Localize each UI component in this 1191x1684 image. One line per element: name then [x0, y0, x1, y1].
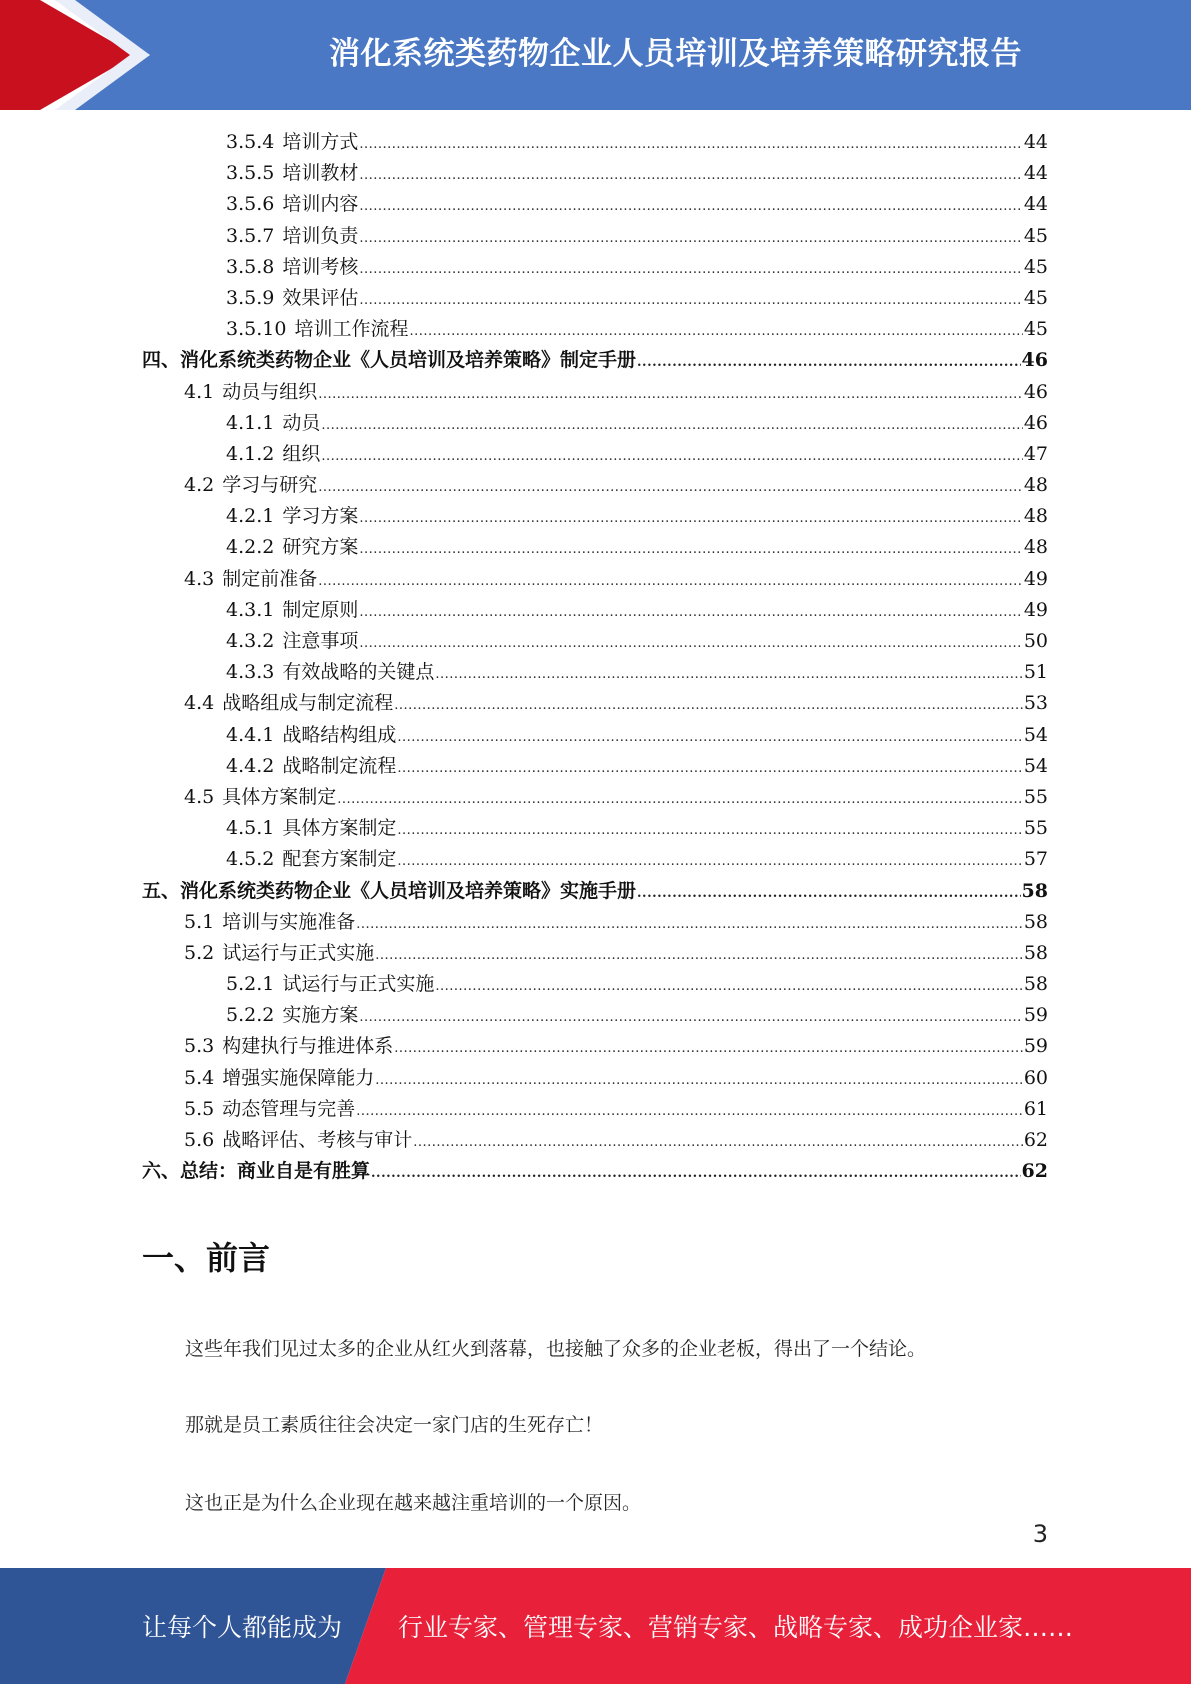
toc-entry-page: 45 — [1023, 318, 1048, 341]
toc-leader-dots — [359, 1002, 1022, 1033]
toc-leader-dots — [435, 971, 1022, 1002]
section-heading: 一、前言 — [142, 1239, 271, 1277]
toc-leader-dots — [359, 597, 1022, 628]
toc-entry-page: 62 — [1023, 1129, 1048, 1151]
toc-entry[interactable] — [142, 252, 1048, 283]
toc-entry-number: 4.4.2 — [226, 754, 275, 777]
toc-leader-dots — [318, 566, 1023, 597]
toc-entry-page: 55 — [1023, 817, 1048, 840]
toc-entry[interactable] — [142, 720, 1048, 751]
toc-entry-page: 44 — [1023, 131, 1048, 153]
toc-entry-title: 具体方案制定 — [282, 817, 397, 840]
toc-entry-title: 制定原则 — [282, 598, 359, 621]
toc-entry-page: 61 — [1023, 1097, 1048, 1120]
page-footer — [0, 1568, 1191, 1684]
toc-entry-number: 3.5.8 — [226, 255, 275, 278]
toc-entry-page: 55 — [1023, 785, 1048, 808]
toc-leader-dots — [375, 940, 1023, 971]
toc-entry-page: 58 — [1023, 973, 1048, 996]
toc-entry-page: 54 — [1023, 723, 1048, 746]
toc-entry-title: 试运行与正式实施 — [222, 941, 375, 964]
toc-leader-dots — [318, 379, 1023, 410]
toc-entry[interactable] — [142, 564, 1048, 595]
toc-entry[interactable] — [142, 470, 1048, 501]
toc-leader-dots — [397, 722, 1022, 753]
toc-entry[interactable] — [142, 439, 1048, 470]
toc-entry-page: 46 — [1023, 411, 1048, 434]
toc-leader-dots — [394, 690, 1023, 721]
toc-entry-title: 有效战略的关键点 — [282, 661, 435, 684]
toc-entry-number: 4.5 — [184, 785, 215, 808]
toc-entry-number: 3.5.4 — [226, 131, 275, 153]
toc-entry-title: 四、消化系统类药物企业《人员培训及培养策略》制定手册 — [142, 349, 637, 372]
toc-entry[interactable] — [142, 189, 1048, 220]
toc-entry-page: 58 — [1023, 910, 1048, 933]
toc-entry[interactable] — [142, 657, 1048, 688]
toc-entry[interactable] — [142, 1000, 1048, 1031]
toc-entry-number: 5.5 — [184, 1097, 215, 1120]
toc-entry-number: 4.2.1 — [226, 505, 275, 528]
toc-entry-title: 战略制定流程 — [282, 754, 397, 777]
toc-entry-number: 3.5.7 — [226, 224, 275, 247]
toc-leader-dots — [435, 659, 1022, 690]
toc-entry-title: 配套方案制定 — [282, 848, 397, 871]
toc-entry-number: 4.3.3 — [226, 661, 275, 684]
toc-entry-page: 57 — [1023, 848, 1048, 871]
toc-leader-dots — [397, 815, 1022, 846]
toc-entry-page: 49 — [1023, 567, 1048, 590]
toc-entry-number: 3.5.5 — [226, 162, 275, 185]
toc-entry[interactable] — [142, 501, 1048, 532]
toc-entry-page: 46 — [1023, 380, 1048, 403]
toc-entry-page: 59 — [1023, 1035, 1048, 1058]
toc-entry-title: 实施方案 — [282, 1004, 359, 1027]
toc-entry-number: 4.3.2 — [226, 630, 275, 652]
page-header — [0, 0, 1191, 110]
toc-entry-number: 4.1.2 — [226, 442, 275, 465]
toc-entry-number: 4.3.1 — [226, 598, 275, 621]
toc-entry-number: 4.2 — [184, 474, 215, 497]
toc-entry-number: 3.5.10 — [226, 318, 287, 341]
toc-entry-title: 战略评估、考核与审计 — [222, 1129, 413, 1151]
toc-entry[interactable] — [142, 969, 1048, 1000]
toc-entry-number: 4.4.1 — [226, 723, 275, 746]
toc-entry-title: 试运行与正式实施 — [282, 973, 435, 996]
toc-entry-page: 62 — [1021, 1160, 1048, 1183]
toc-entry-page: 58 — [1021, 879, 1048, 902]
toc-entry[interactable] — [142, 907, 1048, 938]
toc-entry-title: 增强实施保障能力 — [222, 1066, 375, 1089]
toc-entry-number: 5.6 — [184, 1129, 215, 1151]
toc-entry[interactable] — [142, 782, 1048, 813]
toc-entry[interactable] — [142, 345, 1048, 376]
toc-leader-dots — [359, 160, 1022, 191]
toc-entry-page: 45 — [1023, 286, 1048, 309]
toc-entry[interactable] — [142, 158, 1048, 189]
toc-entry-page: 48 — [1023, 474, 1048, 497]
toc-entry[interactable] — [142, 408, 1048, 439]
toc-entry[interactable] — [142, 688, 1048, 719]
toc-entry-title: 动员与组织 — [222, 380, 318, 403]
toc-entry-title: 效果评估 — [282, 286, 359, 309]
paragraph-3: 这也正是为什么企业现在越来越注重培训的一个原因。 — [185, 1492, 642, 1514]
toc-entry[interactable] — [142, 844, 1048, 875]
toc-leader-dots — [318, 472, 1023, 503]
toc-entry-title: 培训工作流程 — [294, 318, 409, 341]
toc-entry-title: 六、总结：商业自是有胜算 — [142, 1160, 371, 1183]
toc-entry-page: 54 — [1023, 754, 1048, 777]
toc-entry-number: 4.1 — [184, 380, 215, 403]
toc-entry[interactable] — [142, 1094, 1048, 1125]
toc-entry-page: 46 — [1021, 349, 1048, 372]
toc-leader-dots — [321, 410, 1022, 441]
toc-entry-page: 45 — [1023, 255, 1048, 278]
toc-entry-title: 学习方案 — [282, 505, 359, 528]
toc-entry-number: 4.5.1 — [226, 817, 275, 840]
footer-slogan-right: 行业专家、管理专家、营销专家、战略专家、成功企业家…… — [398, 1613, 1074, 1642]
toc-entry-title: 培训负责 — [282, 224, 359, 247]
toc-entry-title: 研究方案 — [282, 536, 359, 559]
toc-leader-dots — [359, 285, 1022, 316]
toc-leader-dots — [321, 441, 1022, 472]
toc-entry[interactable] — [142, 221, 1048, 252]
document-title: 消化系统类药物企业人员培训及培养策略研究报告 — [329, 35, 1022, 72]
toc-leader-dots — [409, 316, 1022, 347]
toc-entry-title: 学习与研究 — [222, 474, 318, 497]
toc-leader-dots — [637, 347, 1021, 378]
toc-entry-page: 45 — [1023, 224, 1048, 247]
toc-entry[interactable] — [142, 1156, 1048, 1187]
toc-entry-title: 构建执行与推进体系 — [222, 1035, 394, 1058]
toc-entry-number: 5.2 — [184, 941, 215, 964]
toc-entry-title: 动员 — [282, 411, 321, 434]
toc-entry-title: 战略结构组成 — [282, 723, 397, 746]
toc-entry-number: 4.5.2 — [226, 848, 275, 871]
footer-slogan-left: 让每个人都能成为 — [142, 1613, 343, 1642]
toc-entry-title: 动态管理与完善 — [222, 1097, 356, 1120]
toc-entry-title: 制定前准备 — [222, 567, 318, 590]
toc-leader-dots — [359, 534, 1022, 565]
toc-leader-dots — [413, 1127, 1023, 1158]
toc-leader-dots — [359, 628, 1022, 659]
table-of-contents — [142, 127, 1048, 1187]
page-number: 3 — [1032, 1520, 1048, 1548]
toc-leader-dots — [394, 1033, 1023, 1064]
toc-entry-number: 5.1 — [184, 910, 215, 933]
toc-entry-page: 44 — [1023, 162, 1048, 185]
toc-entry-number: 4.3 — [184, 567, 215, 590]
toc-entry-page: 58 — [1023, 941, 1048, 964]
toc-entry-page: 50 — [1023, 630, 1048, 652]
toc-leader-dots — [397, 846, 1022, 877]
toc-entry-page: 48 — [1023, 536, 1048, 559]
toc-entry-title: 培训方式 — [282, 131, 359, 153]
toc-entry-number: 5.3 — [184, 1035, 215, 1058]
toc-entry[interactable] — [142, 751, 1048, 782]
toc-entry[interactable] — [142, 377, 1048, 408]
toc-entry-title: 具体方案制定 — [222, 785, 337, 808]
toc-leader-dots — [359, 129, 1022, 160]
toc-entry-page: 47 — [1023, 442, 1048, 465]
toc-leader-dots — [359, 254, 1022, 285]
toc-leader-dots — [375, 1065, 1023, 1096]
toc-entry-number: 4.2.2 — [226, 536, 275, 559]
toc-entry[interactable] — [142, 938, 1048, 969]
toc-entry-title: 战略组成与制定流程 — [222, 692, 394, 715]
toc-entry[interactable] — [142, 876, 1048, 907]
toc-entry[interactable] — [142, 283, 1048, 314]
toc-entry-title: 组织 — [282, 442, 321, 465]
toc-leader-dots — [359, 191, 1022, 222]
toc-entry[interactable] — [142, 1031, 1048, 1062]
toc-entry-title: 注意事项 — [282, 630, 359, 652]
toc-entry-page: 49 — [1023, 598, 1048, 621]
toc-entry-page: 44 — [1023, 193, 1048, 216]
toc-entry-number: 3.5.6 — [226, 193, 275, 216]
toc-leader-dots — [359, 223, 1022, 254]
paragraph-2: 那就是员工素质往往会决定一家门店的生死存亡！ — [185, 1414, 604, 1436]
toc-entry-number: 5.2.1 — [226, 973, 275, 996]
toc-entry-title: 培训内容 — [282, 193, 359, 216]
toc-entry-number: 5.2.2 — [226, 1004, 275, 1027]
toc-entry-page: 53 — [1023, 692, 1048, 715]
toc-entry-page: 60 — [1023, 1066, 1048, 1089]
toc-leader-dots — [356, 909, 1023, 940]
toc-entry[interactable] — [142, 813, 1048, 844]
toc-entry[interactable] — [142, 1063, 1048, 1094]
toc-entry[interactable] — [142, 127, 1048, 158]
toc-entry-number: 4.4 — [184, 692, 215, 715]
toc-entry-title: 培训考核 — [282, 255, 359, 278]
toc-entry[interactable] — [142, 314, 1048, 345]
toc-entry-page: 51 — [1023, 661, 1048, 684]
paragraph-1: 这些年我们见过太多的企业从红火到落幕，也接触了众多的企业老板，得出了一个结论。 — [185, 1338, 927, 1360]
toc-entry[interactable] — [142, 626, 1048, 657]
toc-leader-dots — [359, 503, 1022, 534]
toc-leader-dots — [637, 878, 1021, 909]
toc-entry-title: 培训教材 — [282, 162, 359, 185]
toc-entry-page: 48 — [1023, 505, 1048, 528]
toc-leader-dots — [356, 1096, 1023, 1127]
toc-entry-number: 3.5.9 — [226, 286, 275, 309]
toc-entry-page: 59 — [1023, 1004, 1048, 1027]
toc-entry-title: 五、消化系统类药物企业《人员培训及培养策略》实施手册 — [142, 879, 637, 902]
toc-leader-dots — [371, 1158, 1021, 1189]
toc-leader-dots — [337, 784, 1023, 815]
toc-entry[interactable] — [142, 532, 1048, 563]
toc-leader-dots — [397, 753, 1022, 784]
toc-entry-title: 培训与实施准备 — [222, 910, 356, 933]
toc-entry-number: 5.4 — [184, 1066, 215, 1089]
toc-entry-number: 4.1.1 — [226, 411, 275, 434]
toc-entry[interactable] — [142, 1125, 1048, 1156]
toc-entry[interactable] — [142, 595, 1048, 626]
